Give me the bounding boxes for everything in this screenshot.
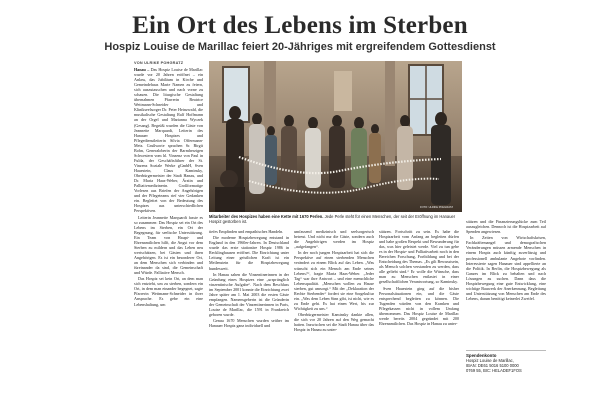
paragraph: In Zeiten von Wirtschaftskrisen, Fachkräftemangel und demografischen Veränderungen müssen armende Menschen in einem Hospiz auch künftig zuverlässig und professionell ambulante Angebote vorfinden. Interessierte sagen Hanauer sind appellierte an die Politik. In Berlin, die Hospizbewegung als Ganzes im Blick zu behalten und nach Lösungen zu suchen. Dann dass die Hospizbewegung eine gute Entwicklung, eine wichtige Bauwerk der Anerkennung, Begleitung und Unterstützung von Menschen am Ende des Lebens, darum benötigt keinerlei Zweifel. [466, 235, 546, 301]
headline: Ein Ort des Lebens im Sterben [132, 12, 468, 39]
donation-bic: 0769 55, BIC: HELADEF1FOS [466, 367, 522, 373]
dateline: Hanau – [134, 67, 150, 72]
paragraph: Leiterin Jeannette Marquardt fasste es so zusammen: Das Hospiz sei ein Ort des Lebens im Sterben, ein Ort der Begegnung, für seelische Unterstützung. Ein Team von Haupt- und Ehrenamtlichen hilft, die Angst vor dem Sterben zu mildern und das Leben neu wertschätzen, bei Gästen und ihren Angehörigen. Es ist ein besonderer Ort, an dem Menschen sich verbinden und füreinander da sind, die Gemeinschaft und Würde. Palliative Mensch. [134, 214, 203, 276]
paragraph: Sven Hauestein ging auf die bisher Personalsituationen ein, und die Gäste entsprechend begleiten zu können. Die Tugenden würden von den Kranken und Pflegekassen nicht in vollem Umfang übernommen. Das Hospiz Louise de Marillac werde bereits 2004 gegründet mit 200 Ehrenamtlichen. Das Hospiz in Hanau zu unter- [379, 285, 459, 327]
donation-iban: IBAN: DE61 5016 5100 0000 [466, 362, 519, 368]
text-column-4 [379, 229, 459, 397]
caption-text: Jede Perle steht für einen Menschen, der seit der Eröffnung im Hanauer Hospiz gestorben ist. [209, 214, 456, 225]
caption-lead: Mitarbeiter des Hospizes haben eine Kette mit 1670 Perlen. [209, 214, 324, 219]
text-column-2 [209, 229, 289, 397]
paragraph: Hanau – Das Hospiz Louise de Marillac wurde vor 20 Jahren eröffnet – ein Anlass, das Jubiläum in Kirche und Gemeindehaus Marie Namen zu feiern, sich auszutauschen und nach vorne zu schauen. Die liturgische Gestaltung übernahmen Pfarrerin Beatrice Wettmann-Schneider und Klinikseelsorger Dr. Peter Heinzwald, die musikalische Gestaltung Ralf Hoffmann an der Orgel und Marianna Wyczek (Gesang). Begrüßt wurden die Gäste von Jeannette Marquardt, Leiterin des Hanauer Hospizes und Pflegedienstleiterin Silvia Offermann-Metz. Grußworte sprachen Sr. Birgit Bohn, Generaloberin der Barmherzigen Schwestern vom hl. Vinzenz von Paul in Fulda, der Geschäftsführer der St. Vinzenz Soziale Werke gGmbH, Sven Hauestein, Claus Kaminsky, Oberbürgermeister der Stadt Hanau, und Dr. Maria Haas-Weber, Ärztin und Palliativmedizinerin. Großformatige Vorlesen aus Briefen der Angehörigen und der Pflegeteams rief vier Gedanken ein. Begleitet von der Bedeutung des Hospizes aus unterschiedlichen Perspektiven. [134, 67, 203, 214]
paragraph: In Hanau sahen die Vinzentinerinnen in der Gründung eines Hospizes eine „ursprünglich vinzentinische Aufgabe“. Nach dem Beschluss im September 2001 konnte die Einrichtung zwei Jahre später am 1. Mai 2003 die ersten Gäste empfangen. Namensgeberin ist die Gründerin der Gemeinschaft der Vinzentinerinnen in Paris, Louise de Marillac, die 1591 in Frankreich geboren wurde. [209, 271, 289, 318]
paragraph: In der noch jungen Hospizarbeit hat sich die Perspektive auf einen sterbenden Menschen verändert zu einem Blick auf das Leben. „Was wünscht sich ein Mensch am Ende seines Lebens?“, fragte Maria Haas-Weber. „Jeder Tag“ war ihre Antwort – und eine menschliche Lebensqualität. „Menschen wollen zu Hause sterben, gut umsorgt.“ Mit der „Deklaration der Rechte Sterbender“ fordert sie eine Sorgekultur ein. „Was dem Leben Sinn gibt, ist nicht, wie es zu Ende geht. Es hat einen Wert, bis zur Wichtigkeit zu uns.“ [294, 250, 374, 311]
donation-line: Hospiz Louise de Marillac, [466, 357, 514, 363]
byline: VON ULRIKE POHGRATZ [134, 61, 184, 65]
paragraph: Die moderne Hospizbewegung entstand in England in den 1960er-Jahren. In Deutschland wurde das erste stationäre Hospiz 1986 in Recklinghausen eröffnet. Die Einrichtung unter Leitung einer geistlichen Kraft ist ein Meilenstein für die Hospizbewegung bundesweit. [209, 235, 289, 271]
subheadline: Hospiz Louise de Marillac feiert 20-Jähriges mit ergreifendem Gottesdienst [104, 41, 496, 53]
paragraph: stützen und die Finanzierungslücke zum Teil auszugleichen. Dennoch ist die Hospizarbeit auf Spenden angewiesen. [466, 219, 546, 235]
divider [466, 350, 546, 351]
paragraph: Oberbürgermeister Kaminsky dankte allen, die sich vor 20 Jahren auf den Weg gemacht hatten. Inzwischen sei die Stadt Hanau über das Hospiz in Hanau zu unter- [294, 312, 374, 333]
photo-credit: FOTO: ULRIKE POHGRATZ [420, 206, 453, 209]
event-photo [209, 61, 462, 212]
text-column-5 [466, 219, 546, 342]
paragraph: tiefes Empfinden und empathisches Handeln. [209, 229, 284, 234]
paragraph: umfassend medizinisch und seelsorgerisch betreut. Und nicht nur die Gäste, sondern auch die Angehörigen werden im Hospiz „aufgefangen“. [294, 229, 374, 250]
paragraph: stützen. Fortschritt zu sein. Es habe die Hospizarbeit vom Anfang an begleiten dürfen und habe großen Respekt und Bewunderung für das, was hier geleistet werde. Viel zu tun gebe es in der Hospiz- und Palliativarbeit noch in den Bereichen Forschung, Fortbildung und bei der Entscheidung des Themas. „Es gilt Bewusstsein, als Mensch solchen verstanden zu werden, dass alle geliebt sind.“ Er wolle die Wünsche, dass man zu Menschen entlastet in einer gesellschaftlichen Verantwortung, so Kaminsky. [379, 229, 459, 285]
church-gathering-illustration [209, 61, 462, 212]
donation-box [466, 350, 546, 373]
donation-title: Spendenkonto [466, 352, 497, 358]
paragraph: Das Hospiz sei kein Ort, an dem man sich entzieht, um zu sterben, sondern ein Ort, in dem man einander begegnet, sagte Pfarrerin Wettmann-Schneider in ihrer Ansprache. Es gebe ein eine Lebenshaltung, um [134, 276, 203, 307]
text-column-3 [294, 229, 374, 397]
paragraph: Genau 1670 Menschen wurden seither im Hanauer Hospiz ganz individuell und [209, 318, 289, 329]
text-column-1 [134, 67, 203, 397]
photo-caption [209, 214, 462, 224]
